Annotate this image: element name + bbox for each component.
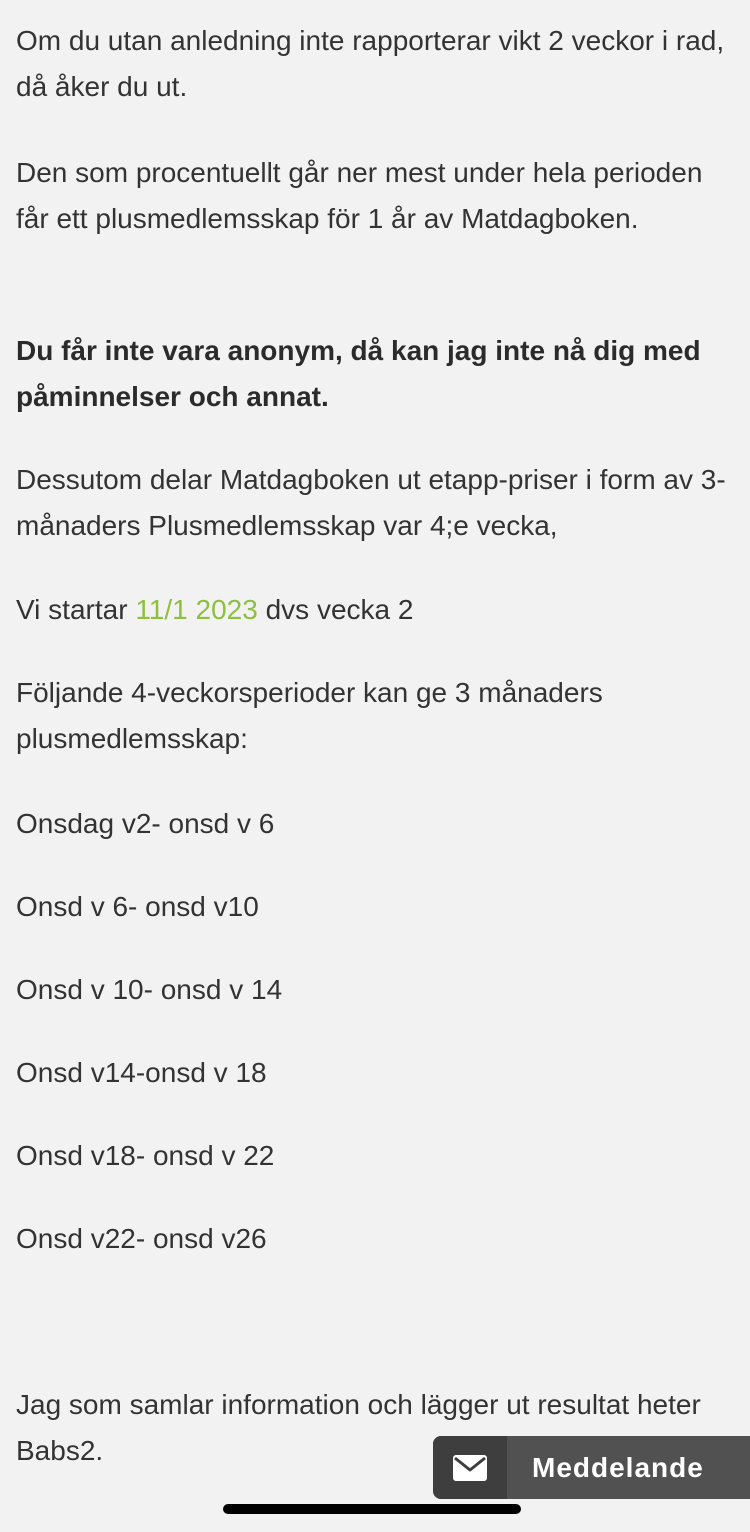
start-text-before: Vi startar	[16, 594, 136, 625]
home-indicator[interactable]	[223, 1504, 521, 1514]
paragraph-start	[16, 587, 413, 633]
period-item: Onsd v18- onsd v 22	[16, 1140, 275, 1171]
message-icon-box	[433, 1436, 507, 1499]
period-item: Onsd v14-onsd v 18	[16, 1057, 267, 1088]
envelope-icon	[453, 1455, 487, 1481]
paragraph-stage-prizes: Dessutom delar Matdagboken ut etapp-priser i form av 3-månaders Plusmedlemsskap var 4;e vecka,	[16, 464, 726, 541]
start-date-link[interactable]: 11/1 2023	[135, 594, 258, 625]
paragraph-anonymous: Du får inte vara anonym, då kan jag inte nå dig med påminnelser och annat.	[16, 335, 701, 412]
paragraph-signature: Jag som samlar information och lägger ut resultat heter Babs2.	[16, 1389, 701, 1466]
start-text-after: dvs vecka 2	[257, 594, 414, 625]
message-button[interactable]	[433, 1436, 750, 1499]
period-item: Onsdag v2- onsd v 6	[16, 808, 275, 839]
message-button-label: Meddelande	[532, 1451, 704, 1483]
period-item: Onsd v22- onsd v26	[16, 1223, 267, 1254]
paragraph-prize: Den som procentuellt går ner mest under hela perioden får ett plusmedlemsskap för 1 år av Matdagboken.	[16, 157, 703, 234]
period-item: Onsd v 6- onsd v10	[16, 891, 259, 922]
paragraph-periods-intro: Följande 4-veckorsperioder kan ge 3 månaders plusmedlemsskap:	[16, 677, 603, 754]
period-item: Onsd v 10- onsd v 14	[16, 974, 283, 1005]
paragraph-rules: Om du utan anledning inte rapporterar vikt 2 veckor i rad, då åker du ut.	[16, 25, 725, 102]
